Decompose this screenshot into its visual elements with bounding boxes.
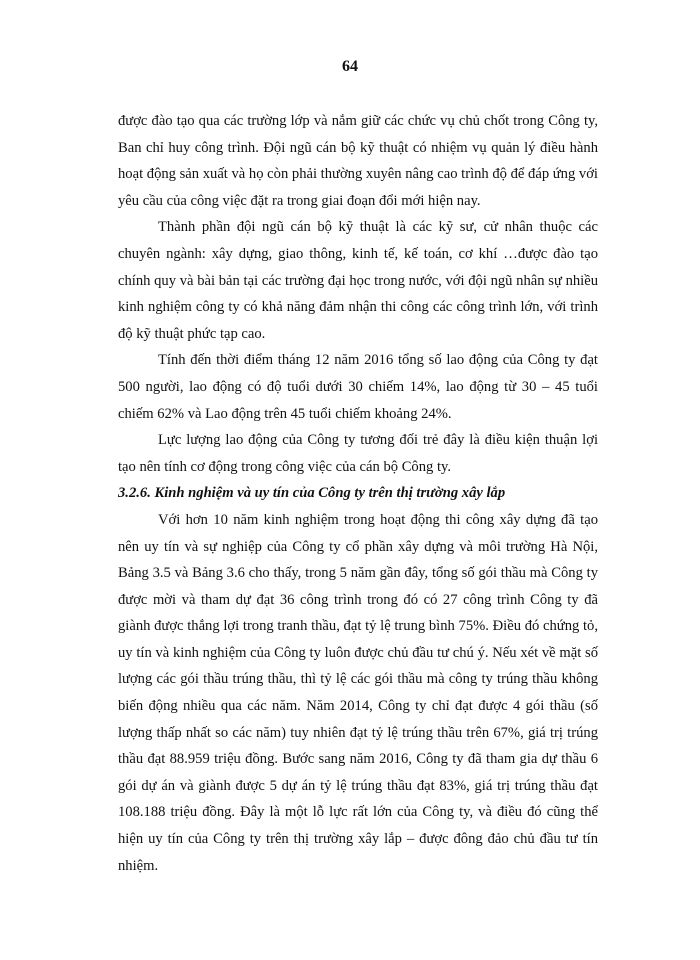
document-body — [118, 108, 598, 879]
page-number: 64 — [342, 58, 358, 75]
paragraph-technical-staff: Thành phần đội ngũ cán bộ kỹ thuật là các kỹ sư, cử nhân thuộc các chuyên ngành: xây dựng, giao thông, kinh tế, kế toán, cơ khí …được đào tạo chính quy và bài bản tại các trường đại học trong nước, với đội ngũ nhân sự nhiều kinh nghiệm công ty có khả năng đảm nhận thi công các công trình lớn, với trình độ kỹ thuật phức tạp cao. — [118, 219, 598, 342]
paragraph-labor-statistics: Tính đến thời điểm tháng 12 năm 2016 tổng số lao động của Công ty đạt 500 người, lao động có độ tuổi dưới 30 chiếm 14%, lao động từ 30 – 45 tuổi chiếm 62% và Lao động trên 45 tuổi chiếm khoảng 24%. — [118, 352, 598, 422]
paragraph-young-workforce: Lực lượng lao động của Công ty tương đối trẻ đây là điều kiện thuận lợi tạo nên tính cơ động trong công việc của cán bộ Công ty. — [118, 432, 598, 475]
section-heading: 3.2.6. Kinh nghiệm và uy tín của Công ty trên thị trường xây lắp — [118, 485, 506, 502]
paragraph-continuation: được đào tạo qua các trường lớp và nắm giữ các chức vụ chủ chốt trong Công ty, Ban chỉ huy công trình. Đội ngũ cán bộ kỹ thuật có nhiệm vụ quản lý điều hành hoạt động sản xuất và họ còn phải thường xuyên nâng cao trình độ để đáp ứng với yêu cầu của công việc đặt ra trong giai đoạn đổi mới hiện nay. — [118, 113, 598, 209]
paragraph-experience-reputation: Với hơn 10 năm kinh nghiệm trong hoạt động thi công xây dựng đã tạo nên uy tín và sự nghiệp của Công ty cổ phần xây dựng và môi trường Hà Nội, Bảng 3.5 và Bảng 3.6 cho thấy, trong 5 năm gần đây, tổng số gói thầu mà Công ty được mời và tham dự đạt 36 công trình trong đó có 27 công trình Công ty đã giành được thắng lợi trong tranh thầu, đạt tỷ lệ trung bình 75%. Điều đó chứng tỏ, uy tín và kinh nghiệm của Công ty luôn được chủ đầu tư chú ý. Nếu xét về mặt số lượng các gói thầu trúng thầu, thì tỷ lệ các gói thầu mà công ty trúng thầu không biến động nhiều qua các năm. Năm 2014, Công ty chỉ đạt được 4 gói thầu (số lượng thấp nhất so các năm) tuy nhiên đạt tỷ lệ trúng thầu trên 67%, giá trị trúng thầu đạt 88.959 triệu đồng. Bước sang năm 2016, Công ty đã tham gia dự thầu 6 gói dự án và giành được 5 dự án tỷ lệ trúng thầu đạt 83%, giá trị trúng thầu đạt 108.188 triệu đồng. Đây là một lỗ lực rất lớn của Công ty, và điều đó cũng thể hiện uy tín của Công ty trên thị trường xây lắp – được đông đảo chủ đầu tư tín nhiệm. — [118, 511, 598, 874]
